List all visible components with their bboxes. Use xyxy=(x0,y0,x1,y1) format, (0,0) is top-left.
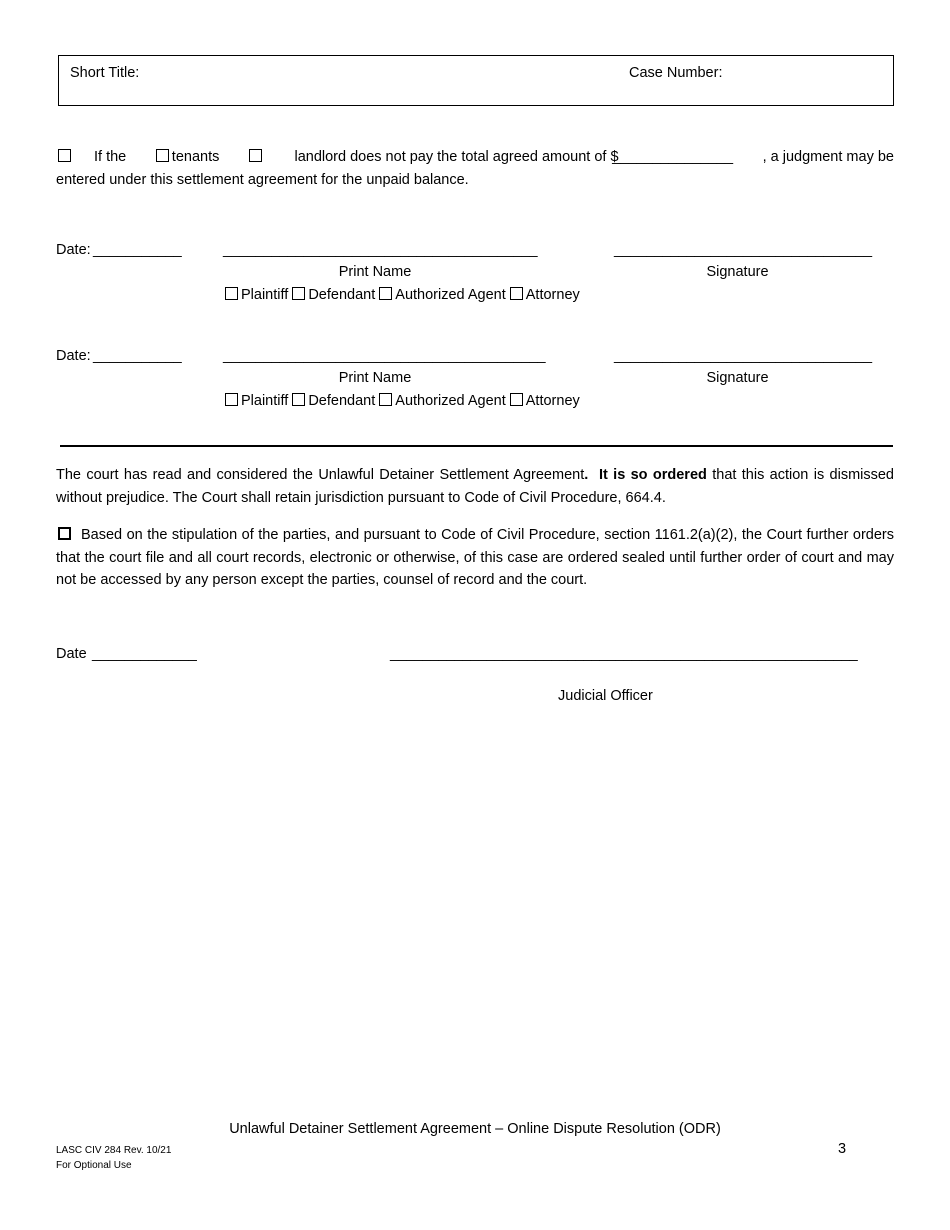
amount-blank[interactable]: _______________ xyxy=(612,149,734,165)
signature-blank[interactable]: ________________________________ xyxy=(614,348,873,364)
role-options xyxy=(225,287,580,303)
tenants-option[interactable]: tenants xyxy=(156,149,220,165)
role-plaintiff[interactable]: Plaintiff xyxy=(225,393,288,409)
tenants-checkbox[interactable] xyxy=(156,149,169,162)
role-attorney[interactable]: Attorney xyxy=(510,393,580,409)
dismissal-order: The court has read and considered the Unlawful Detainer Settlement Agreement. It is so ordered that this action is dismissed without prejudice. The Court shall retain jurisdiction pursuant to Code of Civil Procedure, 664.4. xyxy=(56,467,894,506)
date-blank[interactable]: ___________ xyxy=(93,348,182,364)
so-ordered-text: It is so ordered xyxy=(598,467,707,483)
print-name-blank[interactable]: ________________________________________ xyxy=(223,348,546,364)
role-authorized-agent[interactable]: Authorized Agent xyxy=(379,393,505,409)
role-defendant[interactable]: Defendant xyxy=(292,393,375,409)
date-blank[interactable]: ___________ xyxy=(93,242,182,258)
judgment-line-1 xyxy=(94,149,894,165)
role-authorized-agent[interactable]: Authorized Agent xyxy=(379,287,505,303)
landlord-checkbox[interactable] xyxy=(249,149,262,162)
judge-date-blank[interactable]: _____________ xyxy=(92,646,197,662)
print-name-label: Print Name xyxy=(338,264,412,280)
short-title-label: Short Title: xyxy=(70,65,140,81)
signature-label: Signature xyxy=(706,370,769,386)
if-the-text: If the xyxy=(94,149,127,165)
role-options xyxy=(225,393,580,409)
role-attorney[interactable]: Attorney xyxy=(510,287,580,303)
judicial-officer-label: Judicial Officer xyxy=(558,688,653,704)
landlord-option[interactable] xyxy=(249,149,265,165)
footer-title: Unlawful Detainer Settlement Agreement – Online Dispute Resolution (ODR) xyxy=(229,1121,721,1137)
print-name-blank[interactable]: _______________________________________ xyxy=(223,242,538,258)
caption-box xyxy=(58,55,894,106)
signature-blank[interactable]: ________________________________ xyxy=(614,242,873,258)
date-label: Date: xyxy=(56,242,91,258)
landlord-text: landlord does not pay the total agreed amount of $ xyxy=(294,149,619,165)
judgment-line-end: , a judgment may be xyxy=(762,149,894,165)
form-number: LASC CIV 284 Rev. 10/21 xyxy=(56,1145,172,1156)
optional-use-note: For Optional Use xyxy=(56,1160,132,1171)
role-plaintiff[interactable]: Plaintiff xyxy=(225,287,288,303)
sealing-order: Based on the stipulation of the parties, and pursuant to Code of Civil Procedure, section 1161.2(a)(2), the Court further orders that the court file and all court records, electronic or otherwise, of this case are ordered sealed until further order of court and may not be accessed by any person except the parties, counsel of record and the court. xyxy=(56,527,894,588)
role-defendant[interactable]: Defendant xyxy=(292,287,375,303)
judicial-officer-blank[interactable]: __________________________________________________________ xyxy=(390,646,858,662)
case-number-label: Case Number: xyxy=(629,65,723,81)
signature-label: Signature xyxy=(706,264,769,280)
judgment-line-2: entered under this settlement agreement for the unpaid balance. xyxy=(56,172,469,188)
print-name-label: Print Name xyxy=(338,370,412,386)
page-number: 3 xyxy=(838,1141,847,1157)
section-divider xyxy=(60,445,893,447)
judgment-checkbox[interactable] xyxy=(58,149,74,165)
date-label: Date: xyxy=(56,348,91,364)
judge-date-label: Date xyxy=(56,646,87,662)
sealing-checkbox[interactable] xyxy=(58,527,71,540)
